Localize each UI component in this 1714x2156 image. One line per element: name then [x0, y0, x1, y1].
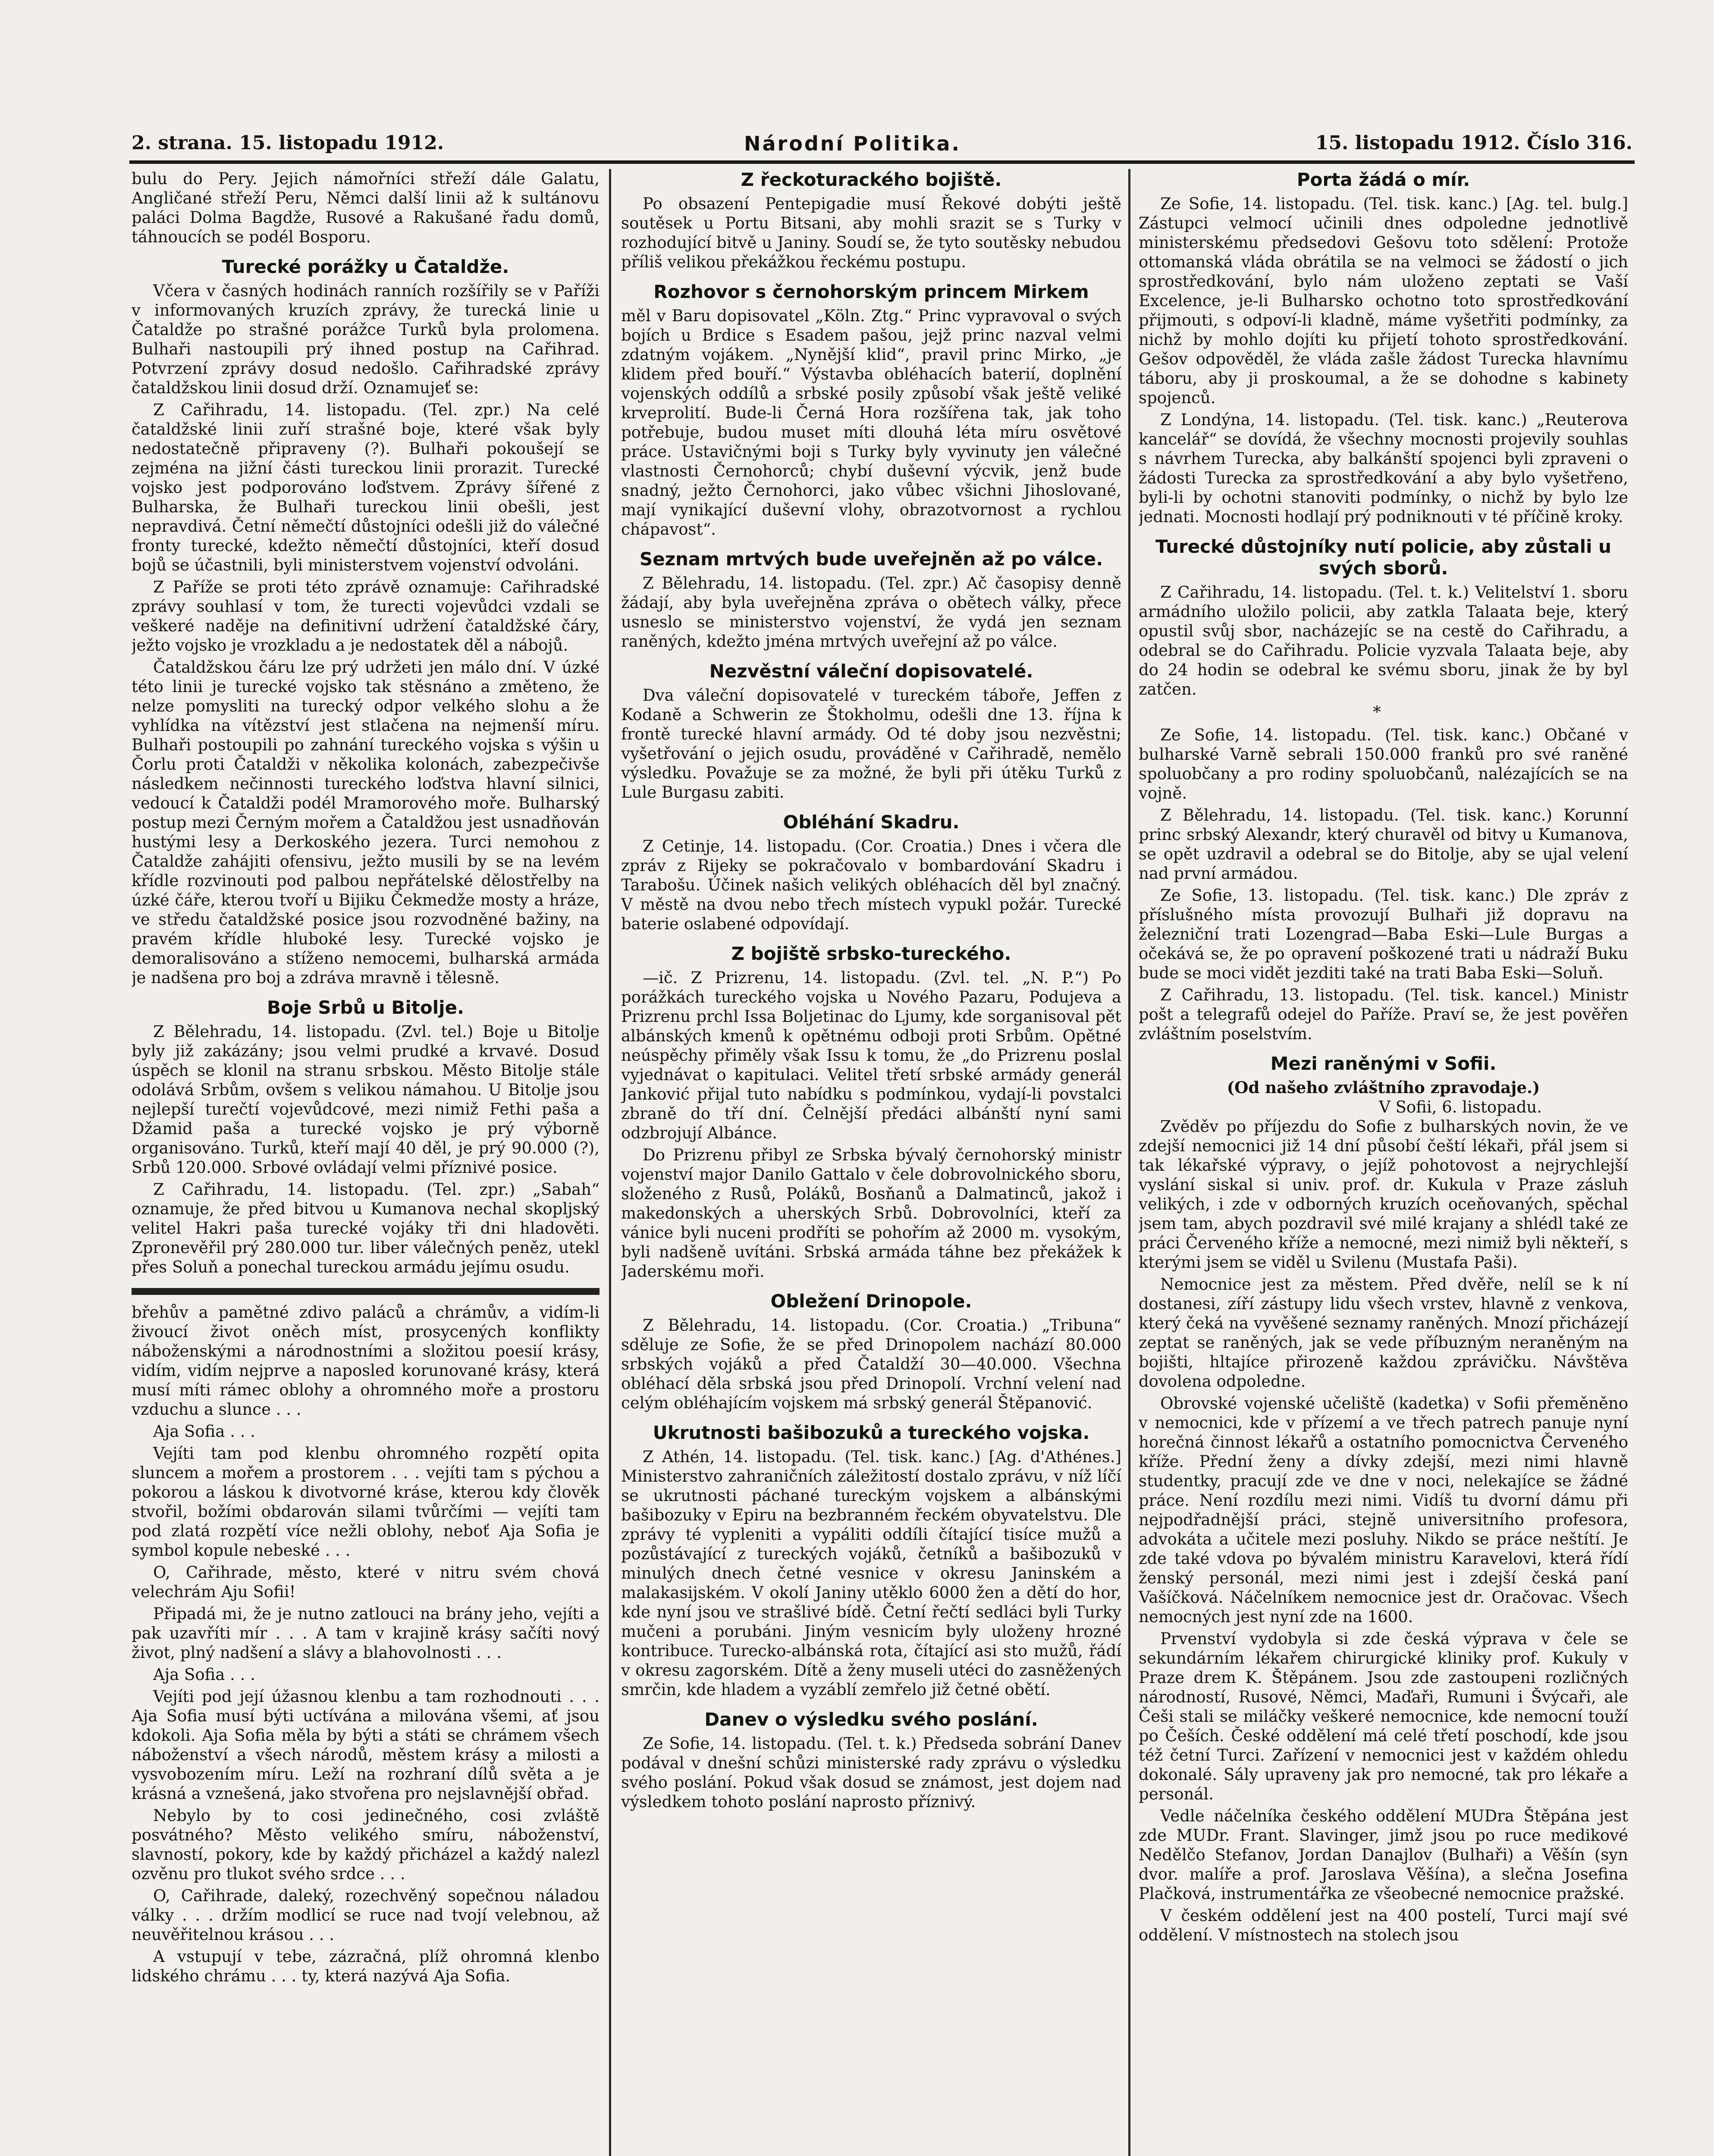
article-paragraph: Z Londýna, 14. listopadu. (Tel. tisk. kanc.) „Reuterova kancelář“ se dovídá, že všechny mocnosti projevily souhlas s návrhem Turecka, aby balkánští spojenci byli zpraveni o žádosti Turecka za sprostředkování a aby bylo vyšetřeno, byli-li by ochotni stanoviti podmínky, o nichž by bylo lze jednati. Mocnosti hodlají prý podniknouti v té příčině kroky.	[1139, 411, 1628, 526]
continuation-text: bulu do Pery. Jejich námořníci střeží dále Galatu, Angličané střeží Peru, Němci další linii až k sultánovu paláci Dolma Bagdže, Rusové a Rakušané řadu domů, táhnoucích se podél Bosporu.	[132, 169, 600, 246]
article-title: Obležení Drinopole.	[770, 1291, 972, 1312]
article-paragraph: Po obsazení Pentepigadie musí Řekové dobýti ještě soutěsek u Portu Bitsani, aby mohli srazit se s Turky v rozhodující bitvě u Janiny. Soudí se, že tyto soutěsky nebudou příliš velikou překážkou řeckému postupu.	[621, 194, 1121, 271]
article-paragraph: Ze Sofie, 14. listopadu. (Tel. tisk. kanc.) [Ag. tel. bulg.] Zástupci velmocí učinili dnes odpoledne jednotlivě ministerskému předsedovi Gešovu toto sdělení: Protože ottomanská vláda obrátila se na velmoci se žádostí o jich sprostředkování, bylo nám uloženo zeptati se Vaší Excelence, je-li Bulharsko ochotno toto sprostředkování přijmouti, s odpoví-li kladně, máme vyšetřiti podmínky, za nichž by mohlo dojíti ku přijetí tohoto sprostředkování. Gešov odpověděl, že vláda zašle žádost Turecka hlavnímu táboru, aby ji proskoumal, a že se dohodne s kabinety spojenců.	[1139, 194, 1628, 407]
article-paragraph: Z Bělehradu, 14. listopadu. (Cor. Croatia.) „Tribuna“ sděluje ze Sofie, že se před Drinopolem nachází 80.000 srbských vojáků a před Čataldží 30—40.000. Všechna obléhací děla srbská jsou před Drinopolí. Vrchní velení nad celým obléhajícím vojskem má srbský generál Štěpanović.	[621, 1316, 1121, 1412]
article-paragraph: Z Paříže se proti této zprávě oznamuje: Cařihradské zprávy souhlasí v tom, že turecti vojevůdci vzdali se veškeré naděje na definitivní udržení čataldžské čáry, ježto vojsko je vrozkladu a je nedostatek děl a nábojů.	[132, 578, 600, 655]
article-title: Boje Srbů u Bitolje.	[267, 997, 465, 1018]
article-paragraph: Z Bělehradu, 14. listopadu. (Tel. tisk. kanc.) Korunní princ srbský Alexandr, který churavěl od bitvy u Kumanova, se opět uzdravil a odebral se do Bitolje, aby se ujal velení nad první armádou.	[1139, 806, 1628, 883]
article-title: Ukrutnosti bašibozuků a tureckého vojska.	[653, 1422, 1090, 1443]
article-paragraph: —ič. Z Prizrenu, 14. listopadu. (Zvl. tel. „N. P.“) Po porážkách tureckého vojska u Nového Pazaru, Podujeva a Prizrenu prchl Issa Boljetinac do Ljumy, kde sorganisoval pět albánských kmenů k opětnému odboji proti Srbům. Opětné neúspěchy přiměly však Issu k tomu, že „do Prizrenu poslal vyjednávat o kapitulaci. Velitel třetí srbské armády generál Janković přijal tuto nabídku s podmínkou, vydají-li povstalci zbraně do tří dní. Čelnější předáci albánští nyní sami odzbrojují Albánce.	[621, 968, 1121, 1142]
article-title: Obléhání Skadru.	[783, 812, 960, 833]
column-3	[1139, 169, 1628, 2156]
article-paragraph: Z Cetinje, 14. listopadu. (Cor. Croatia.) Dnes i včera dle zpráv z Rijeky se pokračovalo v bombardování Skadru i Tarabošu. Účinek našich velikých obléhacích děl byl značný. V městě na dvou nebo třech místech vypukl požár. Turecké baterie oslabené odpovídají.	[621, 837, 1121, 933]
article-paragraph: Z Cařihradu, 13. listopadu. (Tel. tisk. kancel.) Ministr pošt a telegrafů odejel do Paříže. Praví se, že jest pověřen zvláštním poselstvím.	[1139, 986, 1628, 1043]
article-title: Danev o výsledku svého poslání.	[704, 1709, 1038, 1730]
column-1	[132, 169, 600, 2156]
article-paragraph: Ze Sofie, 14. listopadu. (Tel. tisk. kanc.) Občané v bulharské Varně sebrali 150.000 franků pro své raněné spoluobčany a pro rodiny spoluobčanů, nalézajících se na vojně.	[1139, 726, 1628, 802]
article-paragraph: Ze Sofie, 13. listopadu. (Tel. tisk. kanc.) Dle zpráv z příslušného místa provozují Bulhaři již dopravu na železniční trati Lozengrad—Baba Eski—Lule Burgas a očekává se, že po opravení poškozené trati u nádraží Buku bude se moci vidět jezditi také na trati Baba Eski—Soluň.	[1139, 886, 1628, 982]
header-rule	[129, 160, 1635, 164]
section-dinkus: *	[1373, 703, 1394, 721]
article-paragraph: Dva váleční dopisovatelé v tureckém táboře, Jeffen z Kodaně a Schwerin ze Štokholmu, odešli dne 13. října k frontě turecké hlavní armády. Od té doby jsou nezvěstni; vyšetřování o jejich osudu, prováděné v Cařihradě, nemělo výsledku. Považuje se za možné, že byli při útěku Turků z Lule Burgasu zabiti.	[621, 686, 1121, 802]
feuilleton-paragraph: Vejíti pod její úžasnou klenbu a tam rozhodnouti . . . Aja Sofia musí býti uctívána a milována všemi, ať jsou kdokoli. Aja Sofia měla by býti a státi se chrámem všech náboženství a všech národů, městem krásy a milosti a vysvobozením míru. Leží na rozhraní dílů světa a je krásná a vznešená, jako stvořena pro nejslavnější obřad.	[132, 1687, 600, 1803]
article-title: Nezvěstní váleční dopisovatelé.	[709, 661, 1033, 682]
feuilleton-paragraph: A vstupují v tebe, zázračná, plíž ohromná klenbo lidského chrámu . . . ty, která nazývá Aja Sofia.	[132, 1947, 600, 1985]
article-dateline: V Sofii, 6. listopadu.	[1378, 1098, 1542, 1116]
masthead	[132, 129, 1632, 160]
article-paragraph: Ze Sofie, 14. listopadu. (Tel. t. k.) Předseda sobrání Danev podával v dnešní schůzi ministerské rady zprávu o výsledku svého poslání. Pokud však dosud se známost, jest dojem nad výsledkem tohoto poslání naprosto příznivý.	[621, 1734, 1121, 1811]
article-title: Z řeckoturackého bojiště.	[741, 169, 1002, 190]
article-paragraph: Obrovské vojenské učeliště (kadetka) v Sofii přeměněno v nemocnici, kde v přízemí a ve třech patrech panuje nyní horečná činnost lékařů a ostatního pomocnictva Červeného kříže. Přední ženy a dívky zdejší, mezi nimi hlavně studentky, pracují zde ve dne v noci, nelekajíce se žádné práce. Není rozdílu mezi nimi. Vidíš tu dvorní dámu při nejpodřadnější práci, stejně universitního profesora, advokáta a učitele mezi posluhy. Nikdo se práce neštítí. Je zde také vdova po bývalém ministru Karavelovi, která řídí ženský personál, mezi nimi jest i zdejší česká paní Vašíčková. Náčelníkem nemocnice jest dr. Oračovac. Všech nemocných jest nyní zde na 1600.	[1139, 1394, 1628, 1626]
article-subtitle: (Od našeho zvláštního zpravodaje.)	[1227, 1078, 1540, 1097]
column-2	[621, 169, 1121, 2156]
page-info-left: 2. strana. 15. listopadu 1912.	[132, 132, 444, 154]
article-paragraph: Z Cařihradu, 14. listopadu. (Tel. zpr.) „Sabah“ oznamuje, že před bitvou u Kumanova nechal skopljský velitel Hakri paša turecké vojáky tři dni hladověti. Zpronevěřil prý 280.000 tur. liber válečných peněz, utekl přes Soluň a ponechal tureckou armádu jejímu osudu.	[132, 1180, 600, 1276]
article-paragraph: Z Bělehradu, 14. listopadu. (Zvl. tel.) Boje u Bitolje byly již zakázány; jsou velmi prudké a krvavé. Dosud úspěch se klonil na stranu srbskou. Město Bitolje stále odolává Srbům, ovšem s velikou námahou. U Bitolje jsou nejlepší turečtí vojevůdcové, mezi nimiž Fethi paša a Džamid paša a turecké vojsko je prý výborně organisováno. Turků, kteří mají 40 děl, je prý 90.000 (?), Srbů 120.000. Srbové ovládají velmi příznivé posice.	[132, 1022, 600, 1177]
article-paragraph: Z Athén, 14. listopadu. (Tel. tisk. kanc.) [Ag. d'Athénes.] Ministerstvo zahraničních záležitostí dostalo zprávu, v níž líčí se ukrutnosti páchané tureckým vojskem a albánskými bašibozuky v Epiru na bezbranném řeckém obyvatelstvu. Dle zprávy té vypleniti a vypáliti oddíli čítající tisíce mužů a pozůstávající z tureckých vojáků, četníků a bašibozuků v minulých dnech četné vesnice v okresu Janinském a malakasijském. V okolí Janiny utěklo 6000 žen a dětí do hor, kde nyní jsou ve strašlivé bídě. Četní řečtí sedláci byli Turky mučeni a porubáni. Jiným vesnicím byly uloženy hrozné kontribuce. Turecko-albánská rota, čítající asi sto mužů, řádí v okresu zagorském. Dítě a ženy museli utéci do zasněžených smrčin, kde hladem a vyzáblí zemřelo již četné obětí.	[621, 1448, 1121, 1699]
page-info-right: 15. listopadu 1912. Číslo 316.	[1315, 132, 1632, 154]
article-title: Mezi raněnými v Sofii.	[1270, 1053, 1497, 1074]
article-paragraph: Vedle náčelníka českého oddělení MUDra Štěpána jest zde MUDr. Frant. Slavinger, jimž jsou po ruce medikové Nedělčo Stefanov, Jordan Danajlov (Bulhaři) a Věšín (syn dvor. malíře a prof. Jaroslava Věšína), a slečna Josefina Plačková, instrumentářka ze všeobecné nemocnice pražské.	[1139, 1807, 1628, 1903]
article-paragraph: Zvěděv po příjezdu do Sofie z bulharských novin, že ve zdejší nemocnici již 14 dní působí čeští lékaři, přál jsem si tak lékařské výpravy, o jejíž pohotovost a nejrychlejší vyslání siskal si univ. prof. dr. Kukula v Praze zásluh velikých, i zde v odborných kruzích oceňovaných, spěchal jsem tam, abych pozdravil své milé krajany a shlédl také ze práci Červeného kříže a nemocné, mezi nimiž byli někteří, s kterými jsem se viděl u Svilenu (Mustafa Paši).	[1139, 1117, 1628, 1272]
feuilleton-paragraph: O, Cařihrade, daleký, rozechvěný sopečnou náladou války . . . držím modlicí se ruce nad tvojí velebnou, až neuvěřitelnou krásou . . .	[132, 1887, 600, 1944]
article-title: Turecké porážky u Čataldže.	[222, 256, 509, 277]
article-paragraph: Nemocnice jest za městem. Před dvěře, nelíl se k ní dostanesi, zíří zástupy lidu všech vrstev, hlavně z venkova, který čeká na vyvěšené seznamy raněných. Mnozí přicházejí zeptat se raněných, jak se vede příbuzným neraněným na bojišti, hltajíce přirozeně každou zprávičku. Návštěva dovolena odpoledne.	[1139, 1275, 1628, 1391]
newspaper-title: Národní Politika.	[744, 132, 961, 155]
article-title: Turecké důstojníky nutí policie, aby zůstali u svých sborů.	[1155, 536, 1611, 579]
article-paragraph: V českém oddělení jest na 400 postelí, Turci mají své oddělení. V místnostech na stolech jsou	[1139, 1906, 1628, 1944]
column-divider	[1128, 169, 1130, 2156]
feuilleton-paragraph: Nebylo by to cosi jedinečného, cosi zvláště posvátného? Město velikého smíru, náboženství, slavností, pokory, kde by každý přicházel a každý nalezl ozvěnu pro tlukot svého srdce . . .	[132, 1806, 600, 1883]
article-paragraph: Z Cařihradu, 14. listopadu. (Tel. t. k.) Velitelství 1. sboru armádního uložilo policii, aby zatkla Talaata beje, který opustil svůj sbor, nacházejíc se na cestě do Cařihradu, a odebral se do Cařihradu. Policie vyzvala Talaata beje, aby do 24 hodin se odebral ke svému sboru, jinak že by byl zatčen.	[1139, 583, 1628, 699]
article-paragraph: Z Bělehradu, 14. listopadu. (Tel. zpr.) Ač časopisy denně žádají, aby byla uveřejněna zpráva o obětech války, přece usneslo se ministerstvo vojenství, že vydá jen seznam raněných, kdežto jména mrtvých uveřejní až po válce.	[621, 574, 1121, 651]
feuilleton-paragraph: Aja Sofia . . .	[153, 1422, 255, 1441]
article-paragraph: Včera v časných hodinách ranních rozšířily se v Paříži v informovaných kruzích zprávy, že turecká linie u Čataldže po strašné porážce Turků byla prolomena. Bulhaři nastoupili prý ihned postup na Cařihrad. Potvrzení zprávy dosud nedošlo. Cařihradské zprávy čataldžskou linii dosud drží. Oznamujeť se:	[132, 282, 600, 397]
article-title: Rozhovor s černohorským princem Mirkem	[653, 281, 1089, 302]
article-title: Seznam mrtvých bude uveřejněn až po válce.	[639, 548, 1103, 570]
article-title: Porta žádá o mír.	[1296, 169, 1470, 190]
feuilleton-paragraph: Vejíti tam pod klenbu ohromného rozpětí opita sluncem a mořem a prostorem . . . vejíti tam s pýchou a pokorou a láskou k divotvorné kráse, kterou kdy člověk stvořil, božími obdarován silami tvůrčími — vejíti tam pod zlatá rozpětí více nežli oblohy, neboť Aja Sofia je symbol kopule nebeské . . .	[132, 1444, 600, 1560]
feuilleton-paragraph: O, Cařihrade, město, které v nitru svém chová velechrám Aju Sofii!	[132, 1563, 600, 1601]
article-paragraph: měl v Baru dopisovatel „Köln. Ztg.“ Princ vypravoval o svých bojích u Brdice s Esadem pašou, jejž princ nazval velmi zdatným vojákem. „Nynější klid“, pravil princ Mirko, „je klidem před bouří.“ Výstavba obléhacích baterií, doplnění vojenských oddílů a srbské posily způsobí však ještě veliké krveprolití. Bude-li Černá Hora rozšířena tak, jak toho potřebuje, budou muset míti dlouhá léta míru osvětové práce. Ustavičnými boji s Turky byly vyvinuty jen válečné vlastnosti Černohorců; chybí duševní výcvik, jenž bude snadný, ježto Černohorci, jako vůbec všichni Jihoslované, mají vynikající duševní vlohy, obrazotvornost a rychlou chápavost“.	[621, 307, 1121, 539]
feuilleton-paragraph: Aja Sofia . . .	[153, 1665, 255, 1684]
feuilleton-separator	[132, 1288, 600, 1295]
article-paragraph: Prvenství vydobyla si zde česká výprava v čele se sekundárním lékařem chirurgické kliniky prof. Kukuly v Praze drem K. Štěpánem. Jsou zde zastoupeni rozličných národností, Rusové, Němci, Maďaři, Rumuni i Švýcaři, ale Češi stali se miláčky veškeré nemocnice, kde nemocní touží po Češích. České oddělení má celé třetí poschodí, kde jsou též četní Turci. Zařízení v nemocnici jest v každém ohledu dokonalé. Sály upraveny jak pro nemocné, tak pro lékaře a personál.	[1139, 1630, 1628, 1803]
article-paragraph: Z Cařihradu, 14. listopadu. (Tel. zpr.) Na celé čataldžské linii zuří strašné boje, které však byly nedostatečně připraveny (?). Bulhaři pokoušejí se zejména na jižní části tureckou linii prorazit. Turecké vojsko jest podporováno loďstvem. Zprávy šířené z Bulharska, že Bulhaři tureckou linii obešli, jest nepravdivá. Četní němečtí důstojníci odešli již do válečné fronty turecké, kdežto němečtí důstojníci, kteří dosud bojů se účastnili, byli ministerstvem vojenství odvoláni.	[132, 401, 600, 574]
article-title: Z bojiště srbsko-tureckého.	[731, 943, 1011, 964]
article-paragraph: Čataldžskou čáru lze prý udržeti jen málo dní. V úzké této linii je turecké vojsko tak stěsnáno a změteno, že nelze pomysliti na turecký odpor velkého slohu a že vyhlídka na vítězství jest stlačena na nejmenší míru. Bulhaři postoupili po zahnání tureckého vojska s výšin u Čorlu proti Čataldži v několika kolonách, zabezpečivše následkem nečinnosti tureckého loďstva hlavní silnici, vedoucí k Čataldži podél Mramorového moře. Bulharský postup mezi Černým mořem a Čataldžou jest usnadňován hustými lesy a Derkoského jezera. Turci nemohou z Čataldže zahájiti ofensivu, ježto musili by se na levém křídle rozvinouti pod palbou nepřátelské dělostřelby na úzké čáře, kterou tvoří u Bijiku Čekmedže mosty a hráze, ve středu čataldžské posice jsou rozvodněné bažiny, na pravém křídle hluboké lesy. Turecké vojsko je demoralisováno a stíženo nemocemi, bulharská armáda je nadšena pro boj a zdráva mravně i tělesně.	[132, 658, 600, 987]
feuilleton-paragraph: Připadá mi, že je nutno zatlouci na brány jeho, vejíti a pak uzavříti mír . . . A tam v krajině krásy sačíti nový život, plný nadšení a slávy a blahovolnosti . . .	[132, 1604, 600, 1662]
feuilleton-paragraph: břehův a pamětné zdivo paláců a chrámův, a vidím-li živoucí život oněch míst, prosycených konflikty náboženskými a národnostními a složitou poesií krásy, vidím, vidím nejprve a naposled korunované krásy, která musí míti rámec oblohy a ohromného moře a prostoru vzduchu a slunce . . .	[132, 1303, 600, 1419]
column-divider	[609, 169, 611, 2156]
article-paragraph: Do Prizrenu přibyl ze Srbska bývalý černohorský ministr vojenství major Danilo Gattalo v čele dobrovolnického sboru, složeného z Rusů, Poláků, Bosňanů a Dalmatinců, jakož i makedonských a uherských Srbů. Dobrovolníci, kteří za vánice byli nuceni prodříti se pohořím až 2000 m. vysokým, byli nadšeně uvítáni. Srbská armáda táhne bez překážek k Jaderskému moři.	[621, 1146, 1121, 1281]
